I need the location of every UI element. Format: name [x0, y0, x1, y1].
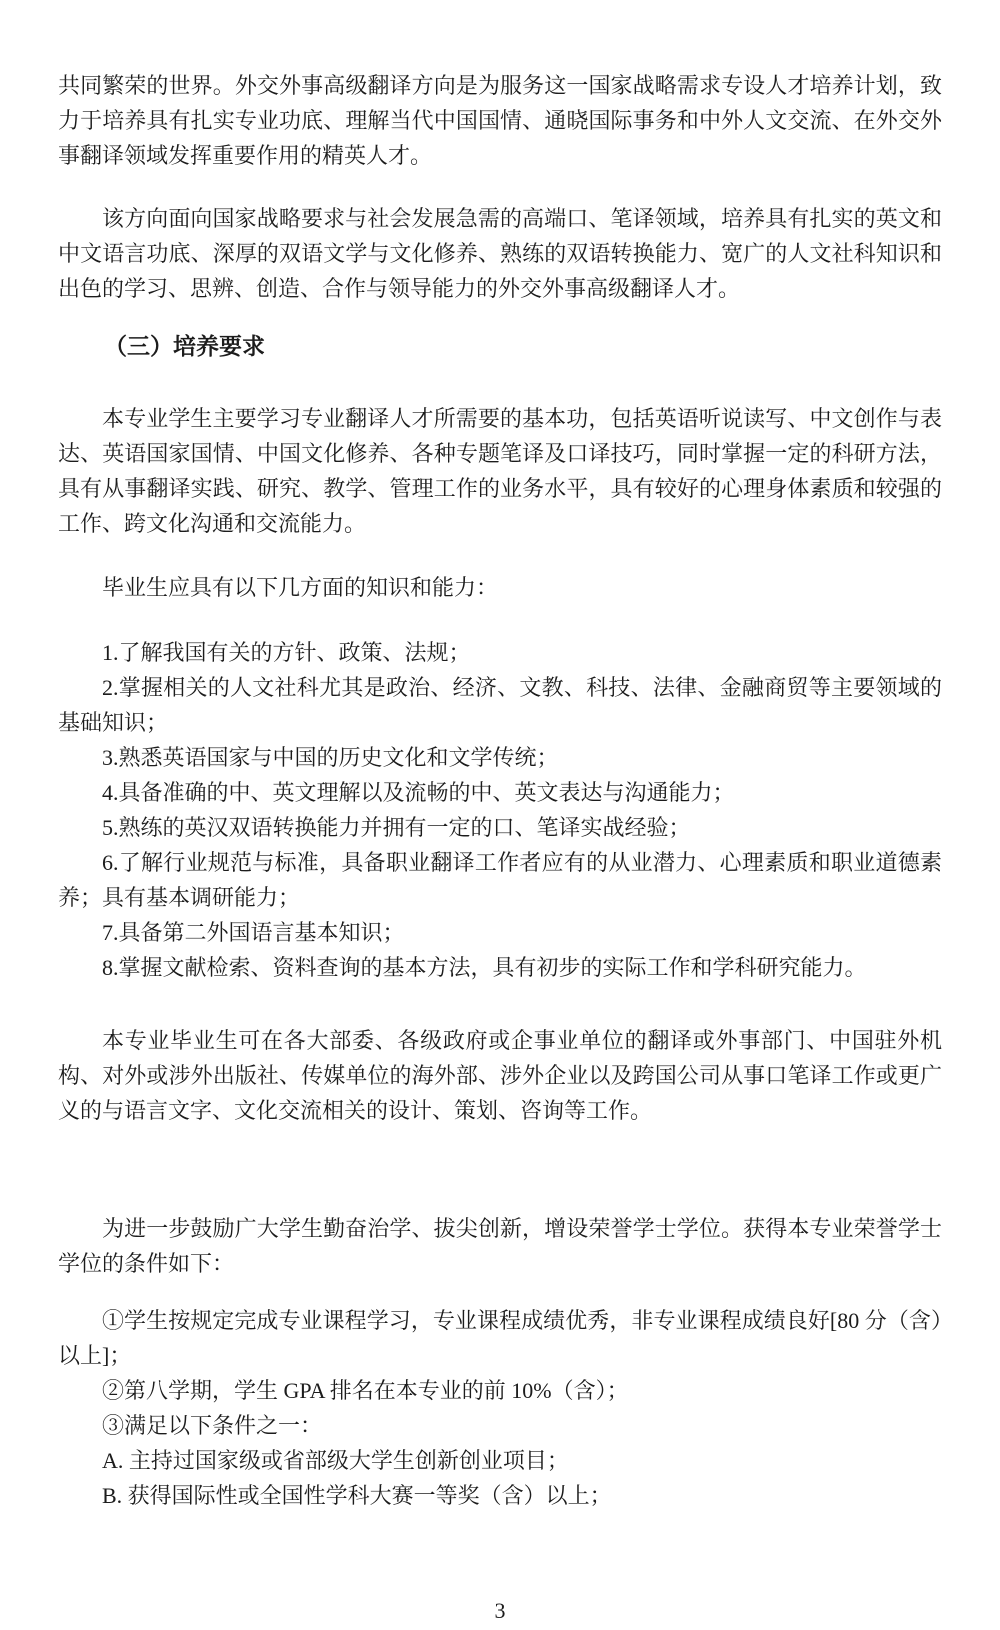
paragraph-direction-goals: 该方向面向国家战略要求与社会发展急需的高端口、笔译领域，培养具有扎实的英文和中文语言功底、深厚的双语文学与文化修养、熟练的双语转换能力、宽广的人文社科知识和出色的学习、思辨、创造、合作与领导能力的外交外事高级翻译人才。 — [58, 206, 942, 301]
knowledge-ability-item-7: 7.具备第二外国语言基本知识； — [102, 920, 405, 945]
knowledge-ability-item-8: 8.掌握文献检索、资料查询的基本方法，具有初步的实际工作和学科研究能力。 — [102, 955, 867, 980]
honors-condition-3b: B. 获得国际性或全国性学科大赛一等奖（含）以上； — [102, 1483, 612, 1508]
paragraph-honors-degree-intro: 为进一步鼓励广大学生勤奋治学、拔尖创新，增设荣誉学士学位。获得本专业荣誉学士学位的条件如下： — [58, 1216, 942, 1276]
honors-condition-2: ②第八学期，学生 GPA 排名在本专业的前 10%（含）； — [102, 1378, 629, 1403]
knowledge-ability-item-1: 1.了解我国有关的方针、政策、法规； — [102, 640, 471, 665]
page-number: 3 — [494, 1598, 506, 1623]
paragraph-employment-prospects: 本专业毕业生可在各大部委、各级政府或企事业单位的翻译或外事部门、中国驻外机构、对外或涉外出版社、传媒单位的海外部、涉外企业以及跨国公司从事口笔译工作或更广义的与语言文字、文化交流相关的设计、策划、咨询等工作。 — [58, 1028, 942, 1123]
paragraph-continuation: 共同繁荣的世界。外交外事高级翻译方向是为服务这一国家战略需求专设人才培养计划，致力于培养具有扎实专业功底、理解当代中国国情、通晓国际事务和中外人文交流、在外交外事翻译领域发挥重要作用的精英人才。 — [58, 73, 942, 168]
honors-condition-1: ①学生按规定完成专业课程学习，专业课程成绩优秀，非专业课程成绩良好[80 分（含）以上]； — [58, 1308, 942, 1368]
paragraph-graduate-abilities-intro: 毕业生应具有以下几方面的知识和能力： — [102, 575, 499, 600]
honors-condition-3: ③满足以下条件之一： — [102, 1413, 323, 1438]
section-heading-training-requirements: （三）培养要求 — [104, 334, 265, 359]
knowledge-ability-item-3: 3.熟悉英语国家与中国的历史文化和文学传统； — [102, 745, 559, 770]
knowledge-ability-item-4: 4.具备准确的中、英文理解以及流畅的中、英文表达与沟通能力； — [102, 780, 735, 805]
knowledge-ability-item-5: 5.熟练的英汉双语转换能力并拥有一定的口、笔译实战经验； — [102, 815, 691, 840]
honors-condition-3a: A. 主持过国家级或省部级大学生创新创业项目； — [102, 1448, 569, 1473]
knowledge-ability-item-6: 6.了解行业规范与标准，具备职业翻译工作者应有的从业潜力、心理素质和职业道德素养；具有基本调研能力； — [58, 850, 942, 910]
knowledge-ability-item-2: 2.掌握相关的人文社科尤其是政治、经济、文教、科技、法律、金融商贸等主要领域的基础知识； — [58, 675, 942, 735]
paragraph-basic-skills: 本专业学生主要学习专业翻译人才所需要的基本功，包括英语听说读写、中文创作与表达、英语国家国情、中国文化修养、各种专题笔译及口译技巧，同时掌握一定的科研方法，具有从事翻译实践、研究、教学、管理工作的业务水平，具有较好的心理身体素质和较强的工作、跨文化沟通和交流能力。 — [58, 406, 942, 536]
